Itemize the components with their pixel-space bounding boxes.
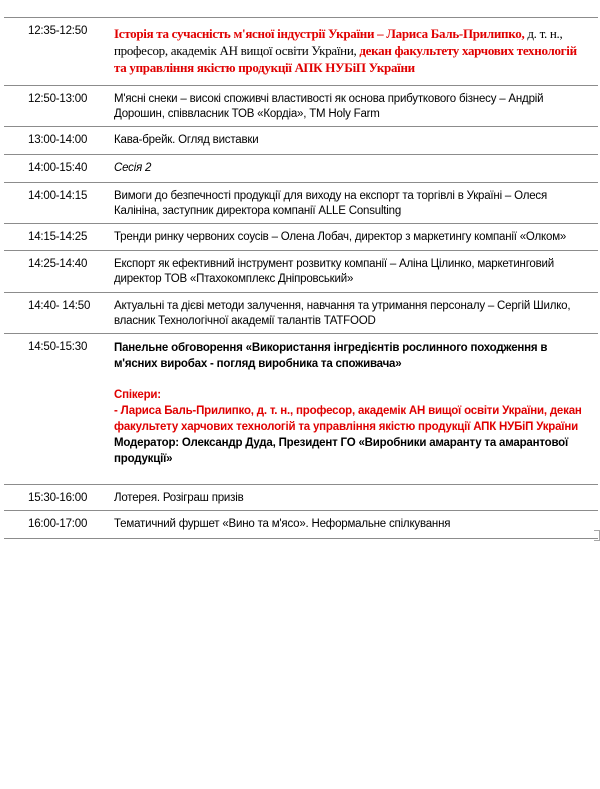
time-cell: 14:25-14:40 bbox=[28, 258, 88, 270]
description-cell bbox=[114, 293, 598, 333]
description-paragraph bbox=[114, 133, 582, 148]
highlighted-text: Історія та сучасність м'ясної індустрії України – Лариса Баль-Прилипко, bbox=[114, 26, 525, 41]
text-segment: Панельне обговорення «Використання інгредієнтів рослинного походження в м'ясних виробах - погляд виробника та споживача» bbox=[114, 342, 548, 370]
description-paragraph bbox=[114, 435, 582, 467]
text-segment: Експорт як ефективний інструмент розвитку компанії – Аліна Цілинко, маркетинговий директор ТОВ «Птахокомплекс Дніпровський» bbox=[114, 258, 554, 285]
description-paragraph bbox=[114, 491, 582, 506]
description-paragraph bbox=[114, 257, 582, 287]
description-cell bbox=[114, 155, 598, 182]
text-segment: д. т. н., професор, академік АН вищої освіти України, bbox=[114, 26, 563, 58]
description-cell bbox=[114, 334, 598, 484]
text-segment: Кава-брейк. Огляд виставки bbox=[114, 134, 259, 146]
description-cell bbox=[114, 224, 598, 250]
description-paragraph bbox=[114, 517, 582, 532]
schedule-row bbox=[4, 511, 598, 539]
highlighted-text: - Лариса Баль-Прилипко, д. т. н., професор, академік АН вищої освіти України, декан факультету харчових технологій та управління якістю продукції АПК НУБіП України bbox=[114, 405, 582, 433]
schedule-row bbox=[4, 183, 598, 224]
schedule-row bbox=[4, 334, 598, 485]
schedule-row bbox=[4, 86, 598, 127]
table-resize-handle-icon[interactable] bbox=[594, 530, 600, 541]
schedule-row bbox=[4, 485, 598, 511]
description-cell bbox=[114, 251, 598, 292]
schedule-row bbox=[4, 155, 598, 183]
description-cell bbox=[114, 86, 598, 126]
description-paragraph bbox=[114, 230, 582, 245]
schedule-row bbox=[4, 251, 598, 293]
description-cell bbox=[114, 18, 598, 85]
highlighted-text: декан факультету харчових технологій та управління якістю продукції АПК НУБіП України bbox=[114, 43, 577, 75]
description-paragraph bbox=[114, 387, 582, 403]
description-paragraph bbox=[114, 189, 582, 219]
time-cell: 16:00-17:00 bbox=[28, 518, 88, 530]
time-cell: 14:50-15:30 bbox=[28, 341, 88, 353]
schedule-row bbox=[4, 18, 598, 86]
text-segment: Тематичний фуршет «Вино та м'ясо». Неформальне спілкування bbox=[114, 518, 451, 530]
text-segment: М'ясні снеки – високі споживчі властивості як основа прибуткового бізнесу – Андрій Дорошин, співвласник ТОВ «Кордіа», ТМ Holy Farm bbox=[114, 93, 544, 120]
text-segment: Вимоги до безпечності продукції для виходу на експорт та торгівлі в Україні – Олеся Калініна, заступник директора компанії ALLE Consulting bbox=[114, 190, 548, 217]
text-segment: Лотерея. Розіграш призів bbox=[114, 492, 244, 504]
description-paragraph bbox=[114, 403, 582, 435]
time-cell: 12:35-12:50 bbox=[28, 25, 88, 37]
highlighted-text: Спікери: bbox=[114, 389, 161, 401]
time-cell: 14:40- 14:50 bbox=[28, 300, 91, 312]
text-segment: Сесія 2 bbox=[114, 162, 152, 174]
schedule-row bbox=[4, 127, 598, 155]
description-cell bbox=[114, 183, 598, 223]
description-paragraph bbox=[114, 92, 582, 122]
description-cell bbox=[114, 485, 598, 510]
time-cell: 15:30-16:00 bbox=[28, 492, 88, 504]
description-cell bbox=[114, 127, 598, 154]
time-cell: 14:00-14:15 bbox=[28, 190, 88, 202]
time-cell: 13:00-14:00 bbox=[28, 134, 88, 146]
schedule-table bbox=[4, 17, 598, 539]
time-cell: 12:50-13:00 bbox=[28, 93, 88, 105]
description-cell bbox=[114, 511, 598, 538]
text-segment: Актуальні та дієві методи залучення, навчання та утримання персоналу – Сергій Шилко, власник Технологічної академії талантів TATFOOD bbox=[114, 300, 571, 327]
description-paragraph bbox=[114, 25, 582, 76]
time-cell: 14:15-14:25 bbox=[28, 231, 88, 243]
description-paragraph bbox=[114, 340, 582, 372]
text-segment: Тренди ринку червоних соусів – Олена Лобач, директор з маркетингу компанії «Олком» bbox=[114, 231, 567, 243]
schedule-row bbox=[4, 293, 598, 334]
description-paragraph bbox=[114, 299, 582, 329]
text-segment: Модератор: Олександр Дуда, Президент ГО «Виробники амаранту та амарантової продукції» bbox=[114, 437, 569, 465]
time-cell: 14:00-15:40 bbox=[28, 162, 88, 174]
schedule-row bbox=[4, 224, 598, 251]
description-paragraph bbox=[114, 161, 582, 176]
